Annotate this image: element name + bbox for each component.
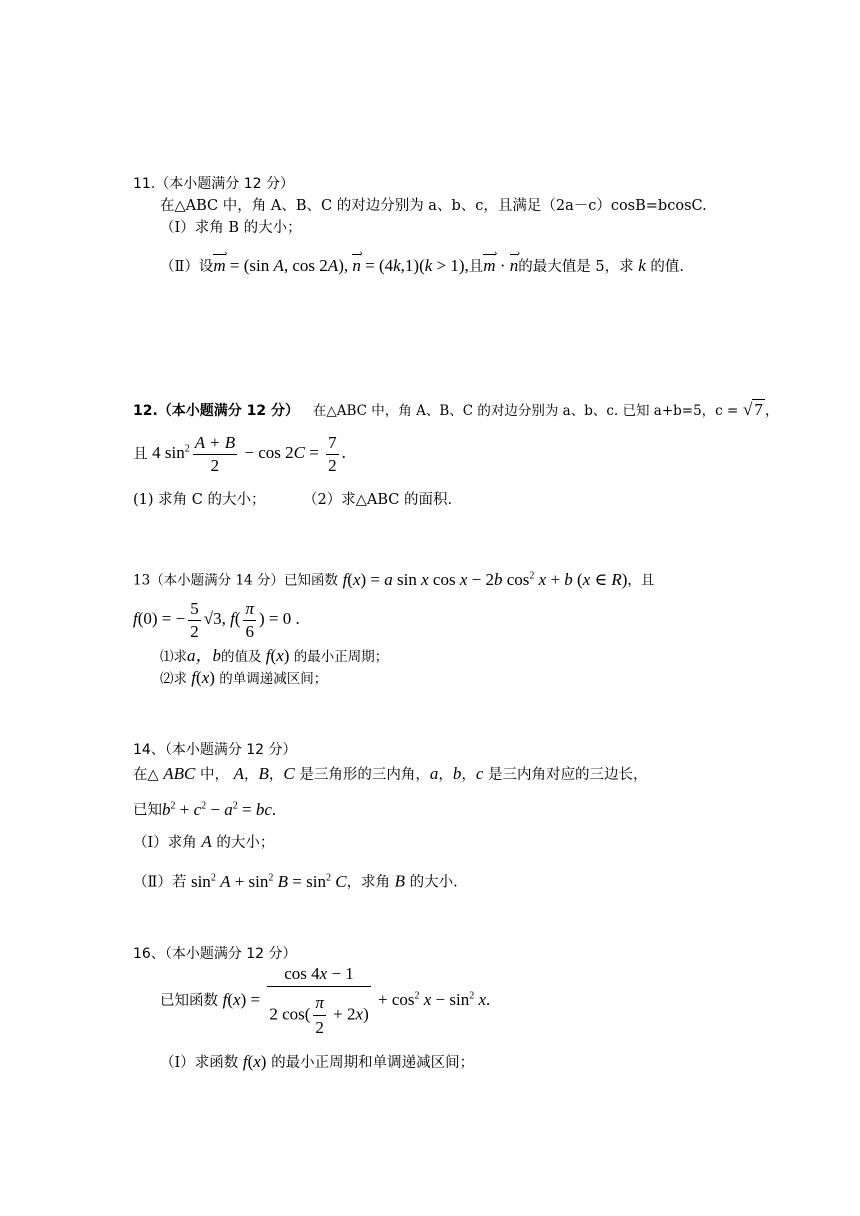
q14-stem-a: 在△ [133, 767, 159, 783]
q11-var-k: k [638, 256, 646, 275]
q12-stem: 在△ABC 中，角 A、B、C 的对边分别为 a、b、c. 已知 a+b=5，c = [312, 403, 739, 419]
q14-angle-c: C [283, 764, 295, 783]
q12-equation: 4 $\sin^2$ $\frac{A + B}{2}$ − cos 2C = $\frac{7}{2}$ . [152, 433, 346, 475]
q11-header: 11.（本小题满分 12 分） [133, 176, 294, 192]
q14-angle-b: B [258, 764, 269, 783]
q13-part1 [160, 646, 388, 667]
q14-part2-end: 的大小. [409, 874, 458, 891]
q12-condition [133, 432, 346, 477]
q14-header: 14、（本小题满分 12 分） [133, 742, 297, 758]
q13-part1-prefix: ⑴求 [160, 649, 187, 665]
q12-header: 12.（本小题满分 12 分） [133, 403, 300, 419]
q13-header: 13（本小题满分 14 分）已知函数 [133, 572, 338, 589]
q14-known-formula: $b^2 + c^2 - a^2$ = bc. [162, 799, 277, 819]
q12-sqrt-7: √ 7 [742, 400, 763, 419]
q11-part2 [160, 256, 684, 277]
q14-angles: A [233, 764, 244, 783]
q12-radicand: 7 [754, 400, 763, 419]
q16-stem [160, 962, 490, 1040]
q16-part1-prefix: （Ⅰ）求函数 [160, 1055, 239, 1071]
q14-part1-a: A [201, 832, 212, 851]
q13-part2-prefix: ⑵求 [160, 671, 187, 687]
q11-part1: （Ⅰ）求角 B 的大小； [160, 220, 302, 236]
q11-dot-product: › m · › n [483, 256, 518, 275]
q14-sides: a [429, 764, 439, 783]
q14-side-c: c [475, 764, 484, 783]
q14-stem-c: 是三角形的三内角， [299, 767, 430, 783]
q11-part2-mid: 且 [468, 259, 484, 275]
q12-part1: (1) 求角 C 的大小； [133, 492, 266, 508]
q13-condition-formula: f(0) = − $\frac{5}{2}$ √3, f( $\frac{\pi}{6}$ ) = 0 . [133, 599, 300, 641]
q14-stem-b: 中， [199, 767, 229, 783]
q14-known [133, 796, 276, 821]
q16-function: f(x) = cos 4x − 1 2 cos( $\frac{\pi}{2}$ + 2x) + $\cos^2 x - \sin^2 x$. [223, 990, 491, 1009]
q14-side-b: b [452, 764, 462, 783]
q16-part1 [160, 1052, 474, 1073]
q16-header: 16、（本小题满分 12 分） [133, 946, 297, 962]
q13-line1 [133, 566, 654, 591]
q16-part1-end: 的最小正周期和单调递减区间； [271, 1055, 475, 1071]
q13-fx-2: f(x) [191, 668, 215, 687]
q14-part2-b: B [394, 871, 406, 891]
q13-part2-end: 的单调递减区间； [219, 671, 328, 687]
q13-part1-mid: 的值及 [221, 649, 262, 665]
q12-part2: （2）求△ABC 的面积. [303, 492, 453, 508]
q13-part1-end: 的最小正周期； [293, 649, 389, 665]
q14-part2-prefix: （Ⅱ）若 [133, 874, 187, 891]
q14-abc: ABC [163, 764, 196, 783]
q13-function: f(x) = a sin x cos x − 2b $\cos^2 x + b$ (x ∈ R) [342, 569, 628, 589]
q13-condition [133, 598, 300, 643]
q11-stem: 在△ABC 中，角 A、B、C 的对边分别为 a、b、c，且满足（2a－c）cosB=bcosC. [160, 198, 707, 214]
q13-fx-1: f(x) [265, 646, 290, 665]
q16-stem-label: 已知函数 [160, 992, 218, 1009]
q14-part2-formula: $\sin^2 A + \sin^2 B = \sin^2 C$ [190, 871, 347, 891]
q14-known-label: 已知 [133, 802, 162, 819]
q12-cond-prefix: 且 [133, 446, 148, 463]
q16-fx: f(x) [242, 1052, 267, 1071]
q13-part1-vars: a，b [187, 646, 221, 665]
q13-part2 [160, 668, 327, 689]
q14-part2 [133, 868, 458, 893]
q14-part1-prefix: （Ⅰ）求角 [133, 835, 197, 851]
q11-part2-suffix: 的最大值是 5，求 [518, 259, 634, 275]
q14-part1 [133, 832, 274, 853]
q14-part1-end: 的大小； [216, 835, 275, 851]
q12-line1 [133, 400, 779, 421]
q11-vector-m-formula: › m = (sin A, cos 2A), › n = (4k,1)(k > 1), [213, 256, 468, 275]
q11-part2-end: 的值. [650, 259, 684, 275]
q11-part2-prefix: （Ⅱ）设 [160, 259, 214, 275]
q14-stem-d: 是三内角对应的三边长， [487, 767, 648, 783]
q12-stem-end: ， [764, 403, 780, 419]
q13-tail: ，且 [627, 572, 655, 589]
q14-stem: 在△ ABC 中， A，B，C 是三角形的三内角，a，b，c 是三内角对应的三边长， [133, 764, 648, 783]
q14-part2-mid: ，求角 [346, 874, 391, 891]
